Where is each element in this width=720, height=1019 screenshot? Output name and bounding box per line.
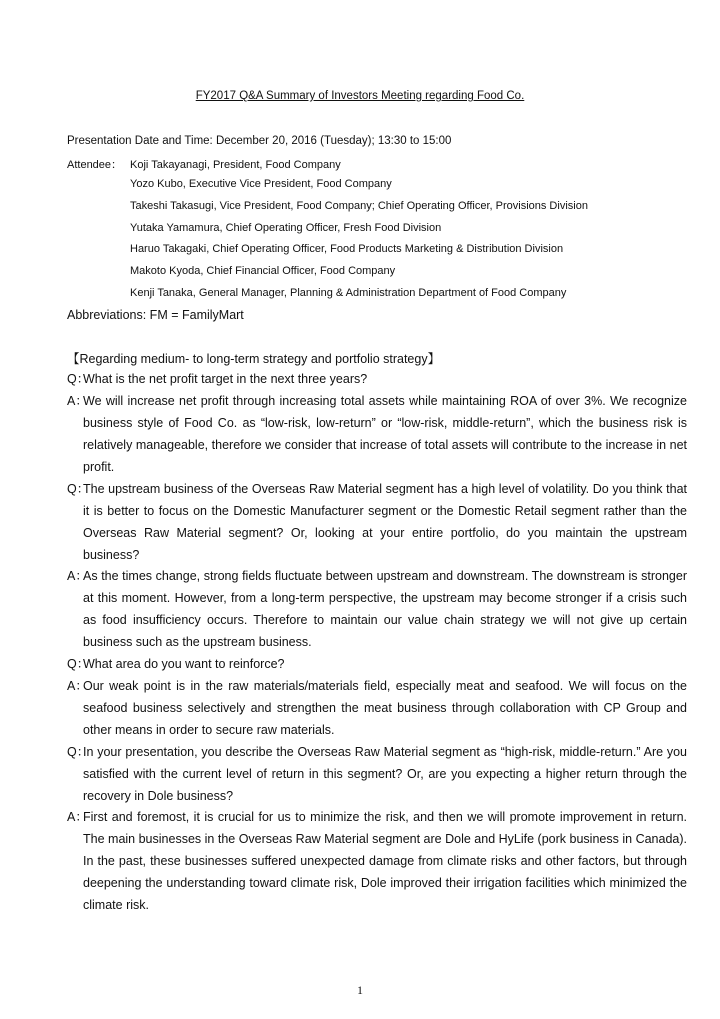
attendee-name: Makoto Kyoda, Chief Financial Officer, Food Company bbox=[130, 265, 396, 277]
answer-marker: A： bbox=[67, 679, 88, 693]
answer-text: As the times change, strong fields fluctuate between upstream and downstream. The downstream is stronger at this moment. However, from a long-term perspective, the upstream may become stronger if a crisis such as food insufficiency occurs. Therefore to maintain our value chain strategy we will not give up certain business such as the upstream business. bbox=[83, 569, 687, 649]
answer-text: First and foremost, it is crucial for us to minimize the risk, and then we will promote improvement in return. The main businesses in the Overseas Raw Material segment are Dole and HyLife (pork business in Canada). In the past, these businesses suffered unexpected damage from climate risks and other factors, but through deepening the understanding toward climate risk, Dole improved their irrigation facilities which minimized the climate risk. bbox=[83, 810, 687, 912]
answer-text: Our weak point is in the raw materials/materials field, especially meat and seafood. We will focus on the seafood business selectively and strengthen the meat business through collaboration with CP Group and other means in order to secure raw materials. bbox=[83, 679, 687, 737]
question-text: What is the net profit target in the next three years? bbox=[83, 372, 368, 386]
question bbox=[67, 369, 687, 391]
presentation-date: Presentation Date and Time: December 20, 2016 (Tuesday); 13:30 to 15:00 bbox=[67, 135, 452, 147]
attendee-name: Kenji Tanaka, General Manager, Planning & Administration Department of Food Company bbox=[130, 287, 567, 299]
question bbox=[67, 654, 687, 676]
question-text: The upstream business of the Overseas Raw Material segment has a high level of volatility. Do you think that it is better to focus on the Domestic Manufacturer segment or the Domestic Retail segment rather than the Overseas Raw Material segment? Or, looking at your entire portfolio, do you maintain the upstream business? bbox=[83, 482, 687, 562]
section-heading: 【Regarding medium- to long-term strategy and portfolio strategy】 bbox=[67, 352, 441, 366]
answer-marker: A： bbox=[67, 569, 88, 583]
answer bbox=[67, 566, 687, 654]
attendee-name: Yozo Kubo, Executive Vice President, Food Company bbox=[130, 178, 392, 190]
question bbox=[67, 479, 687, 567]
question-text: What area do you want to reinforce? bbox=[83, 657, 285, 671]
abbreviations: Abbreviations: FM = FamilyMart bbox=[67, 308, 244, 322]
attendee-label: Attendee： bbox=[67, 159, 123, 171]
answer-text: We will increase net profit through increasing total assets while maintaining ROA of over 3%. We recognize business style of Food Co. as “low-risk, low-return” or “low-risk, middle-return”, which the business risk is relatively manageable, therefore we consider that increase of total assets will contribute to the increase in net profit. bbox=[83, 394, 687, 474]
answer-marker: A： bbox=[67, 394, 88, 408]
answer bbox=[67, 807, 687, 917]
answer bbox=[67, 676, 687, 742]
attendee-name: Haruo Takagaki, Chief Operating Officer, Food Products Marketing & Distribution Division bbox=[130, 243, 564, 255]
question-marker: Q： bbox=[67, 372, 90, 386]
attendee-name: Yutaka Yamamura, Chief Operating Officer, Fresh Food Division bbox=[130, 222, 442, 234]
answer bbox=[67, 391, 687, 479]
attendee-first-row bbox=[67, 156, 341, 172]
question-marker: Q： bbox=[67, 482, 90, 496]
document-title: FY2017 Q&A Summary of Investors Meeting regarding Food Co. bbox=[195, 90, 525, 102]
page-number: 1 bbox=[357, 983, 363, 997]
answer-marker: A： bbox=[67, 810, 88, 824]
attendee-name: Takeshi Takasugi, Vice President, Food Company; Chief Operating Officer, Provisions Division bbox=[130, 200, 588, 212]
question-text: In your presentation, you describe the Overseas Raw Material segment as “high-risk, middle-return.” Are you satisfied with the current level of return in this segment? Or, are you expecting a higher return through the recovery in Dole business? bbox=[83, 745, 687, 803]
question-marker: Q： bbox=[67, 745, 90, 759]
attendee-name: Koji Takayanagi, President, Food Company bbox=[130, 159, 341, 171]
question-marker: Q： bbox=[67, 657, 90, 671]
question bbox=[67, 742, 687, 808]
